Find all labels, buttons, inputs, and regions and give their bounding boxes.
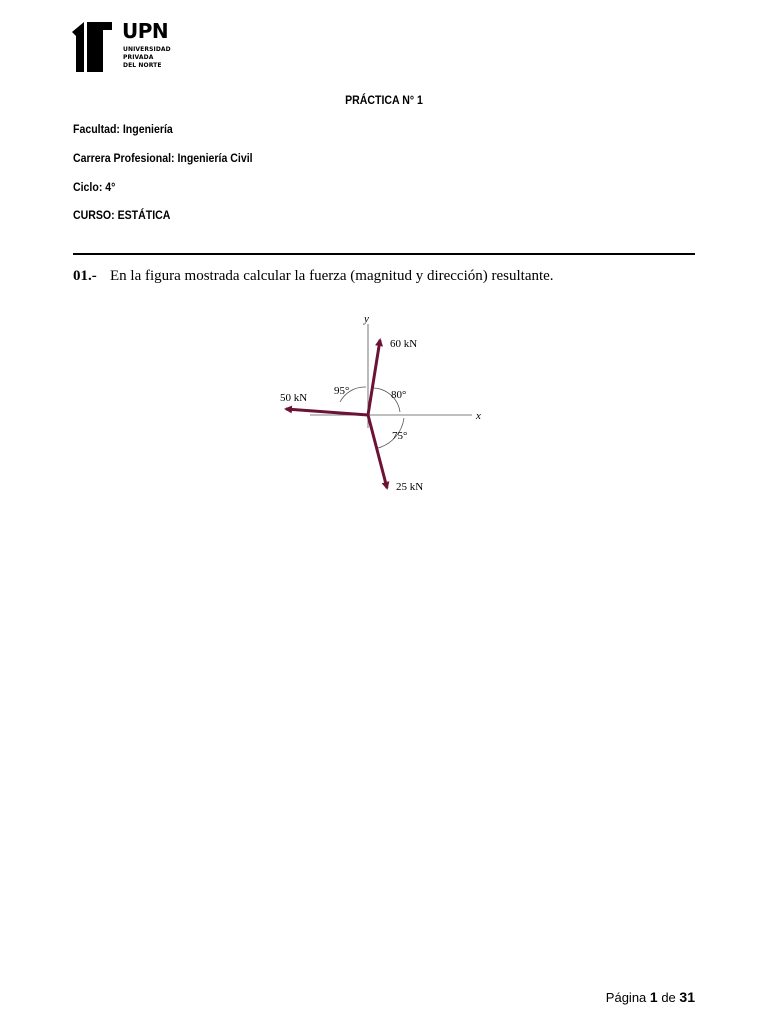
career-line: Carrera Profesional: Ingeniería Civil xyxy=(73,151,253,165)
page-footer xyxy=(606,989,695,1005)
upn-logo-icon xyxy=(72,22,118,72)
logo-line-1: UNIVERSIDAD xyxy=(123,46,171,53)
cycle-line: Ciclo: 4° xyxy=(73,180,116,194)
angle-label-80: 80° xyxy=(391,389,407,401)
question-text: En la figura mostrada calcular la fuerza (magnitud y dirección) resultante. xyxy=(110,268,554,284)
y-axis-label: y xyxy=(364,313,369,325)
upn-logo xyxy=(72,20,182,74)
logo-brand: UPN xyxy=(122,19,169,43)
footer-page-word: Página xyxy=(605,990,647,1005)
footer-of-word: de xyxy=(661,990,676,1005)
footer-page-current: 1 xyxy=(649,989,658,1005)
force-arrow-50kn xyxy=(286,409,368,415)
force-diagram xyxy=(270,308,500,500)
force-label-60kn: 60 kN xyxy=(390,338,418,350)
force-diagram-svg xyxy=(270,308,500,500)
course-line: CURSO: ESTÁTICA xyxy=(73,208,171,222)
document-title: PRÁCTICA N° 1 xyxy=(345,93,423,107)
faculty-line: Facultad: Ingeniería xyxy=(73,122,173,136)
question-01 xyxy=(73,268,554,285)
logo-line-3: DEL NORTE xyxy=(123,62,162,69)
angle-label-75: 75° xyxy=(392,430,408,442)
question-number: 01.- xyxy=(73,268,97,284)
force-arrow-60kn xyxy=(368,340,380,415)
force-arrow-25kn xyxy=(368,415,387,488)
angle-label-95: 95° xyxy=(334,385,350,397)
force-label-25kn: 25 kN xyxy=(396,481,424,493)
logo-line-2: PRIVADA xyxy=(123,54,154,61)
horizontal-divider xyxy=(73,253,695,255)
force-label-50kn: 50 kN xyxy=(280,392,308,404)
x-axis-label: x xyxy=(476,410,481,422)
footer-page-total: 31 xyxy=(679,989,695,1005)
